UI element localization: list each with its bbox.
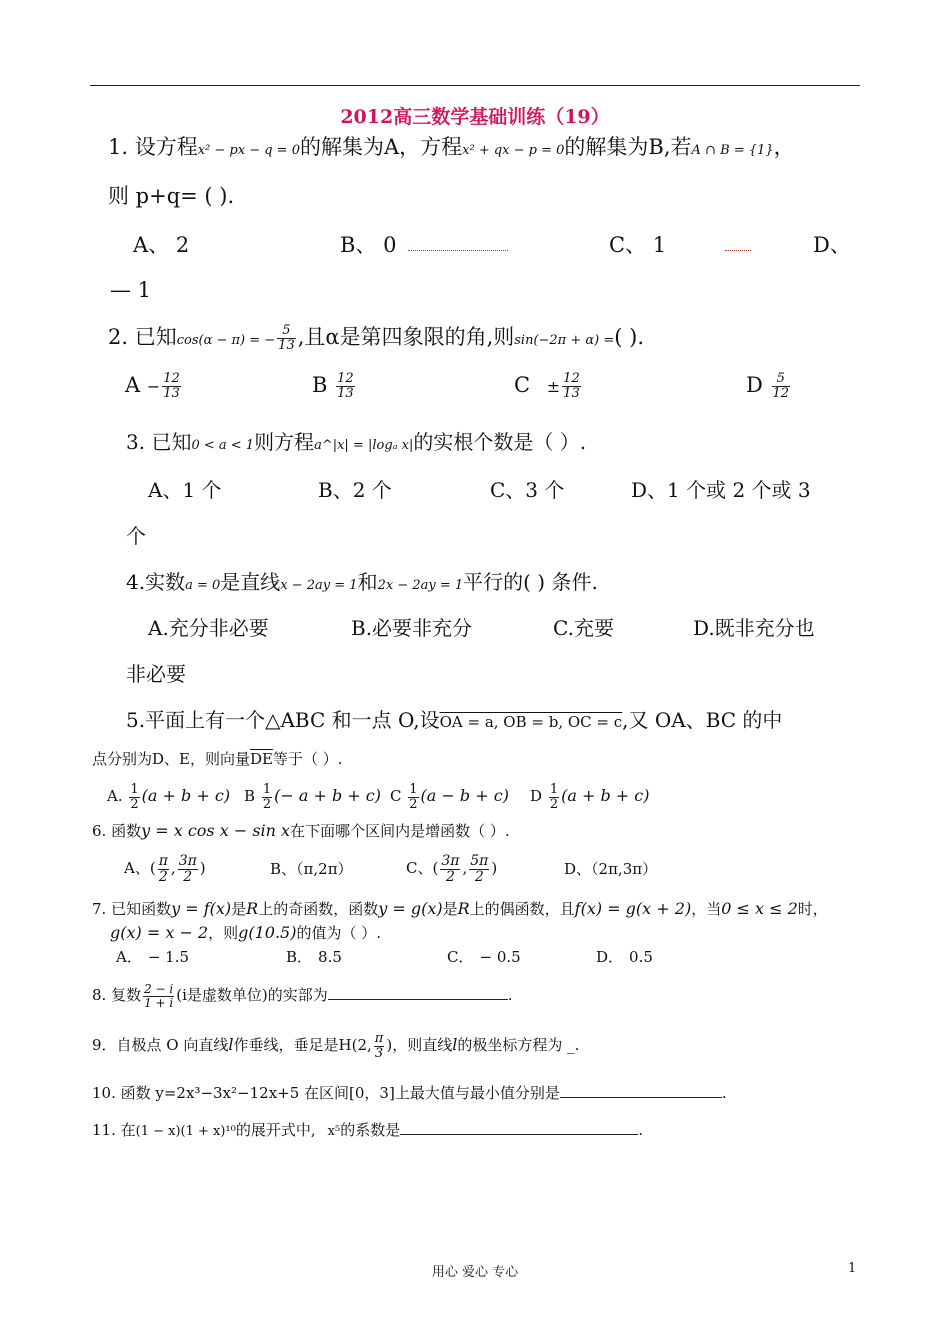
q2-option-a-frac: [162, 372, 181, 400]
q5-vector-de: $\overline{DE}$: [249, 750, 273, 768]
question-7-line-2: [110, 922, 381, 943]
q4-option-d-cont: 非必要: [126, 662, 186, 686]
q7-option-d-value: 0.5: [629, 948, 653, 966]
q5-option-c-body: (a − b + c): [420, 786, 509, 805]
q6-option-c: C、( $\frac{3\pi}{2}$ , $\frac{5\pi}{2}$ ): [406, 852, 498, 885]
q5-text-3: 点分别为D、E，则向量: [92, 750, 250, 768]
q6-option-a: A、( $\frac{\pi}{2}$ , $\frac{3\pi}{2}$ ): [124, 852, 206, 885]
q7-option-b: [286, 946, 342, 967]
q7-text-c: 上的奇函数，函数: [258, 900, 379, 918]
q7-option-c-value: − 0.5: [479, 948, 521, 966]
q5-option-d-num: 1: [549, 781, 559, 797]
q5-option-a-den: 2: [130, 796, 139, 812]
q9-frac-num: π: [374, 1030, 384, 1046]
q10-end: .: [721, 1084, 727, 1102]
q7-option-b-value: 8.5: [318, 948, 342, 966]
q6-c-p1-num: 3π: [441, 852, 460, 869]
q7-r-1: R: [246, 899, 259, 918]
q5-option-d: [530, 776, 649, 816]
q11-term: x⁵: [327, 1124, 341, 1139]
q2-option-a: [125, 365, 183, 407]
q8-end: .: [507, 986, 513, 1004]
q1-option-b: B、 0: [340, 233, 397, 257]
q6-label: 6. 函数: [92, 822, 142, 840]
q4-option-c: C.充要: [553, 616, 614, 640]
q7-eq-6: g(10.5): [238, 923, 297, 942]
q7-eq-2: y = g(x): [378, 899, 443, 918]
q6-option-c-label: C、: [406, 859, 433, 877]
q2-option-a-label: A: [125, 373, 141, 397]
q5-option-b-den: 2: [262, 796, 272, 812]
q9-frac-den: 3: [374, 1045, 384, 1061]
q2-option-d-frac: [772, 372, 791, 400]
q5-text-4: 等于（ ）.: [272, 750, 343, 768]
q1-condition: A ∩ B = {1}: [691, 143, 774, 158]
q3-option-c: C、3 个: [490, 478, 565, 502]
q7-text-g: 时，: [797, 900, 828, 918]
q5-option-c: [390, 776, 509, 816]
q2-option-d: [746, 365, 792, 405]
question-9: [92, 1025, 579, 1065]
q7-option-c: [447, 946, 521, 967]
q1-option-a: A、 2: [133, 233, 190, 257]
q5-option-b-frac: [262, 783, 272, 811]
q1-text-1: 的解集为A，方程: [299, 135, 463, 159]
q1-equation-1: x² − px − q = 0: [197, 143, 300, 158]
question-3: [126, 426, 586, 455]
q5-option-a: [107, 776, 230, 816]
q3-option-b: B、2 个: [318, 478, 392, 502]
q2-equation: cos(α − π) = −: [176, 333, 276, 348]
q2-label: 2. 已知: [108, 325, 177, 349]
q6-option-c-frac-2: [469, 854, 489, 884]
q6-option-d: D、（2π,3π）: [564, 860, 658, 878]
q5-option-b: [244, 776, 381, 816]
q8-text: (i是虚数单位)的实部为: [176, 986, 328, 1004]
q9-end: 的极坐标方程为 _.: [457, 1036, 580, 1054]
q1-option-d-cont: — 1: [110, 278, 152, 302]
q4-option-b: B.必要非充分: [351, 616, 473, 640]
page-number: 1: [848, 1261, 857, 1276]
q7-option-a-value: − 1.5: [147, 948, 190, 966]
q7-eq-1: y = f(x): [171, 899, 232, 918]
q7-option-d-label: D．: [596, 948, 624, 966]
q9-point-pre: H(2,: [338, 1036, 372, 1054]
q2-text: ,且α是第四象限的角,则: [297, 325, 515, 349]
q6-option-a-label: A、: [124, 859, 150, 877]
q8-frac-num: 2 − i: [144, 981, 174, 996]
q6-end: 在下面哪个区间内是增函数（ ）.: [290, 822, 510, 840]
q9-fraction: [374, 1032, 385, 1060]
q9-label: 9．自极点 O 向直线: [92, 1036, 229, 1054]
q6-a-p1-den: 2: [158, 868, 168, 885]
q2-option-b: [312, 365, 357, 405]
q5-option-a-body: (a + b + c): [141, 786, 231, 805]
q5-option-c-label: C: [390, 787, 402, 805]
question-8: [92, 975, 513, 1015]
q8-answer-blank[interactable]: [328, 999, 508, 1000]
spellcheck-underline: [408, 250, 508, 251]
q5-option-b-num: 1: [262, 781, 272, 797]
q7-r-2: R: [457, 899, 470, 918]
q9-line-l: l: [228, 1035, 234, 1054]
q3-option-d: D、1 个或 2 个或 3: [631, 478, 811, 502]
q6-option-c-frac-1: [440, 854, 460, 884]
q9-text: 作垂线，垂足是: [233, 1036, 339, 1054]
q3-text: 则方程: [254, 430, 315, 454]
q5-option-d-frac: [549, 783, 559, 811]
q6-option-a-frac-1: [158, 854, 169, 884]
q7-text-b: 是: [231, 900, 247, 918]
q5-option-d-body: (a + b + c): [561, 786, 650, 805]
q2-option-b-frac: [336, 372, 355, 400]
q2-equation-2: sin(−2π + α) =: [514, 333, 615, 348]
q8-fraction: [143, 983, 174, 1009]
q7-option-a: [116, 946, 189, 967]
question-1-line-2: 则 p+q= ( ).: [108, 184, 235, 208]
q7-text-h: ，则: [208, 924, 239, 942]
question-4: [126, 566, 598, 595]
q2-option-a-den: 13: [163, 386, 180, 401]
q3-equation: a^|x| = |logₐ x|: [314, 438, 414, 453]
q1-option-c: C、 1: [609, 233, 667, 257]
q10-text: 10. 函数 y=2x³−3x²−12x+5 在区间[0，3]上最大值与最小值分别是: [92, 1084, 560, 1102]
q6-c-p2-num: 5π: [470, 852, 489, 869]
q7-text-f: ，当: [691, 900, 722, 918]
spellcheck-underline-2: [725, 250, 751, 251]
q7-option-a-label: A．: [116, 948, 142, 966]
q5-option-d-label: D: [530, 787, 543, 805]
q4-text-1: 是直线: [220, 570, 281, 594]
q3-option-d-cont: 个: [126, 524, 146, 548]
page-title: 2012高三数学基础训练（19）: [340, 106, 610, 128]
q2-option-c-frac: [562, 372, 581, 400]
q3-label: 3. 已知: [126, 430, 192, 454]
question-10: [92, 1082, 727, 1103]
q4-equation-3: 2x − 2ay = 1: [377, 578, 464, 593]
q11-text-2: 的系数是: [340, 1121, 401, 1139]
q7-option-d: [596, 946, 653, 967]
q11-text: 的展开式中,: [235, 1121, 316, 1139]
q9-point-end: ): [386, 1036, 393, 1054]
q7-text-d: 是: [442, 900, 458, 918]
q3-option-a: A、1 个: [148, 478, 222, 502]
q7-text-i: 的值为（ ）.: [296, 924, 382, 942]
q7-option-c-label: C．: [447, 948, 474, 966]
question-2: [108, 320, 644, 358]
q2-option-c-label: C: [514, 373, 531, 397]
q4-equation-1: a = 0: [185, 578, 221, 593]
q1-option-d: D、: [813, 233, 851, 257]
q6-c-p1-den: 2: [445, 868, 455, 885]
q2-end: ( ).: [614, 325, 645, 349]
header-rule: [90, 85, 860, 86]
q4-option-d: D.既非充分也: [693, 616, 815, 640]
q10-answer-blank[interactable]: [560, 1097, 722, 1098]
page-footer: 用心 爱心 专心: [431, 1265, 519, 1280]
q4-equation-2: x − 2ay = 1: [280, 578, 358, 593]
q2-frac-den: 13: [278, 338, 295, 353]
question-7-line-1: [92, 898, 828, 919]
q2-option-d-den: 12: [772, 386, 790, 401]
question-5-line-1: [126, 704, 782, 733]
q2-option-d-num: 5: [772, 372, 791, 387]
q5-option-c-frac: [408, 783, 418, 811]
question-11: [92, 1116, 643, 1146]
q1-equation-2: x² + qx − p = 0: [462, 143, 565, 158]
q5-option-a-label: A.: [107, 787, 123, 805]
q11-answer-blank[interactable]: [400, 1134, 638, 1135]
question-6: [92, 820, 510, 841]
q5-vectors: OA = a, OB = b, OC = c: [439, 713, 623, 731]
q1-text-3: ，: [773, 135, 795, 159]
q5-option-c-den: 2: [409, 796, 418, 812]
q4-label: 4.实数: [126, 570, 186, 594]
q1-text-2: 的解集为B,若: [564, 135, 692, 159]
q2-option-c-sign: ±: [546, 377, 561, 396]
q5-option-b-body: (− a + b + c): [274, 786, 381, 805]
q2-option-c-den: 13: [563, 386, 580, 401]
q11-label: 11. 在: [92, 1121, 136, 1139]
q2-fraction: [277, 324, 296, 352]
q8-frac-den: 1 + i: [144, 995, 174, 1010]
q6-a-p2-num: 3π: [178, 852, 197, 869]
q2-option-b-label: B: [312, 373, 328, 397]
q2-option-c-num: 12: [563, 371, 580, 387]
q2-option-b-den: 13: [337, 386, 354, 401]
question-5-line-2: [92, 748, 343, 769]
q5-option-b-label: B: [244, 787, 256, 805]
q5-option-d-den: 2: [549, 796, 559, 812]
q7-eq-5: g(x) = x − 2: [110, 923, 209, 942]
q2-option-c: [514, 365, 583, 407]
q5-text-2: ,又 OA、BC 的中: [622, 708, 783, 732]
q6-c-p2-den: 2: [474, 868, 484, 885]
q5-option-a-num: 1: [130, 781, 139, 797]
q9-text-2: ，则直线: [392, 1036, 453, 1054]
q7-text-a: 7. 已知函数: [92, 900, 172, 918]
q8-label: 8. 复数: [92, 986, 142, 1004]
q6-option-b: B、（π,2π）: [270, 860, 353, 878]
q3-end: 的实根个数是（ ）.: [413, 430, 587, 454]
q7-eq-3: f(x) = g(x + 2): [574, 899, 692, 918]
q7-text-e: 上的偶函数，且: [469, 900, 575, 918]
q5-option-a-frac: [129, 783, 139, 811]
q7-option-b-label: B．: [286, 948, 313, 966]
q6-a-p1-num: π: [158, 852, 168, 869]
q9-line-l-2: l: [452, 1035, 458, 1054]
q5-option-c-num: 1: [409, 781, 418, 797]
q3-condition: 0 < a < 1: [191, 438, 255, 453]
q11-expression: (1 − x)(1 + x)¹⁰: [135, 1124, 236, 1139]
q2-option-a-num: 12: [163, 371, 180, 387]
q4-end: 平行的( ) 条件.: [463, 570, 598, 594]
q6-equation: y = x cos x − sin x: [141, 821, 291, 840]
q2-option-b-num: 12: [337, 371, 354, 387]
q4-option-a: A.充分非必要: [148, 616, 269, 640]
q2-frac-num: 5: [277, 324, 296, 339]
q1-label: 1. 设方程: [108, 135, 198, 159]
q4-text-2: 和: [357, 570, 378, 594]
q2-option-a-sign: −: [146, 377, 161, 396]
q5-text-1: 5.平面上有一个△ABC 和一点 O,设: [126, 708, 440, 732]
q7-eq-4: 0 ≤ x ≤ 2: [721, 899, 798, 918]
question-1-line-1: [108, 131, 795, 161]
q11-end: .: [638, 1121, 643, 1139]
q6-a-p2-den: 2: [183, 868, 193, 885]
q2-option-d-label: D: [746, 373, 763, 397]
q6-option-a-frac-2: [178, 854, 198, 884]
